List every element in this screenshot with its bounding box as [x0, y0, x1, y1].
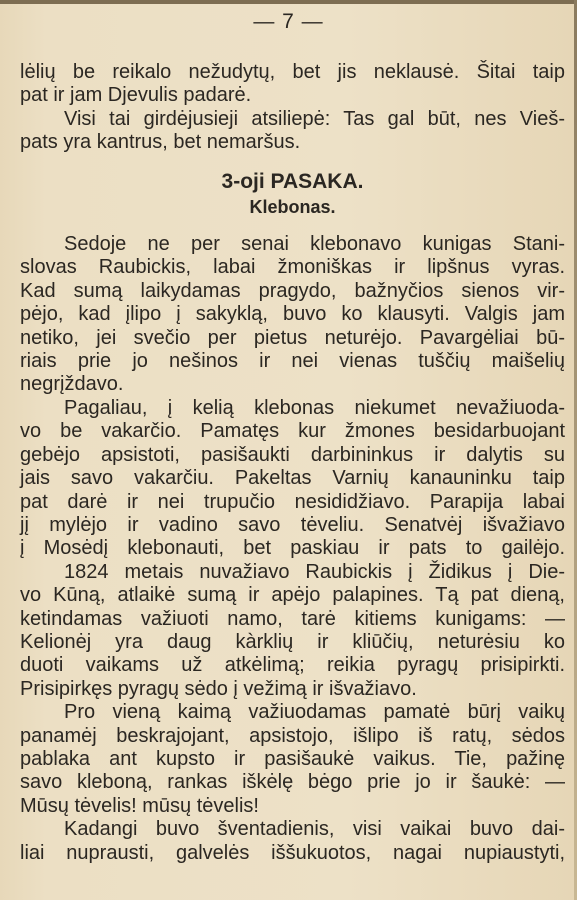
- text-line: savo kleboną, rankas iškėlę bėgo prie jo ir šaukė: —: [20, 771, 565, 794]
- text-line: liai nuprausti, galvelės iššukuotos, nagai nupiaustyti,: [20, 841, 565, 864]
- text-line: ketindamas važiuoti namo, tarė kitiems kunigams: —: [20, 607, 565, 630]
- text-line: slovas Raubickis, labai žmoniškas ir lipšnus vyras.: [20, 256, 565, 279]
- text-line: pats yra kantrus, bet nemaršus.: [20, 131, 301, 154]
- page-number: — 7 —: [253, 10, 324, 33]
- text-line: Pro vieną kaimą važiuodamas pamatė būrį vaikų: [64, 701, 565, 724]
- text-line: lėlių be reikalo nežudytų, bet jis neklausė. Šitai taip: [20, 61, 565, 83]
- text-line: riais prie jo nešinos ir nei vienas tuščių maišelių: [20, 350, 565, 373]
- text-line: Pagaliau, į kelią klebonas niekumet nevažiuoda-: [64, 396, 565, 419]
- text-line: jais savo vakarčiu. Pakeltas Varnių kanauninku taip: [20, 467, 565, 490]
- text-line: panamėj beskrajojant, apsistojo, išlipo iš ratų, sėdos: [20, 724, 565, 747]
- text-line: Mūsų tėvelis! mūsų tėvelis!: [20, 794, 259, 817]
- text-line: 1824 metais nuvažiavo Raubickis į Židikus į Die-: [64, 560, 565, 583]
- text-line: pat darė ir nei trupučio nesididžiavo. Parapija labai: [20, 490, 565, 513]
- text-line: Kelionėj yra daug kàrklių ir kliūčių, neturėsiu ko: [20, 630, 565, 653]
- text-line: pablaka ant kupsto ir pasišaukė vaikus. Tie, pažinę: [20, 747, 565, 770]
- section-heading: 3-oji PASAKA.: [221, 169, 364, 193]
- text-line: Sedoje ne per senai klebonavo kunigas Stani-: [64, 233, 565, 256]
- text-block: [20, 61, 565, 865]
- text-line: Prisipirkęs pyragų sėdo į vežimą ir išvažiavo.: [20, 677, 417, 700]
- text-line: pėjo, kad įlipo į sakyklą, buvo ko klausyti. Valgis jam: [20, 303, 565, 326]
- text-line: duoti vaikams už atkėlimą; reikia pyragų prisipirkti.: [20, 654, 565, 677]
- text-line: vo Kūną, atlaikė sumą ir apėjo palapines. Tą pat dieną,: [20, 584, 565, 607]
- text-line: Kadangi buvo šventadienis, visi vaikai buvo dai-: [64, 818, 565, 841]
- text-line: vo be vakarčio. Pamatęs kur žmones besidarbuojant: [20, 420, 565, 443]
- section-subheading: Klebonas.: [249, 197, 336, 218]
- text-line: gebėjo apsistoti, pasišaukti darbininkus ir dalytis su: [20, 443, 565, 466]
- text-line: į Mosėdį klebonauti, bet paskiau ir pats to gailėjo.: [20, 537, 565, 560]
- text-line: Kad sumą laikydamas pragydo, bažnyčios sienos vir-: [20, 279, 565, 302]
- text-line: Visi tai girdėjusieji atsiliepė: Tas gal būt, nes Vieš-: [64, 107, 565, 130]
- page-top-edge: [0, 0, 577, 4]
- text-line: negrįždavo.: [20, 373, 124, 396]
- text-line: netiko, jei svečio per pietus neturėjo. Pavargėliai bū-: [20, 326, 565, 349]
- text-line: pat ir jam Djevulis padarė.: [20, 84, 252, 107]
- text-line: jį mylėjo ir vadino savo tėveliu. Senatvėj išvažiavo: [20, 513, 565, 536]
